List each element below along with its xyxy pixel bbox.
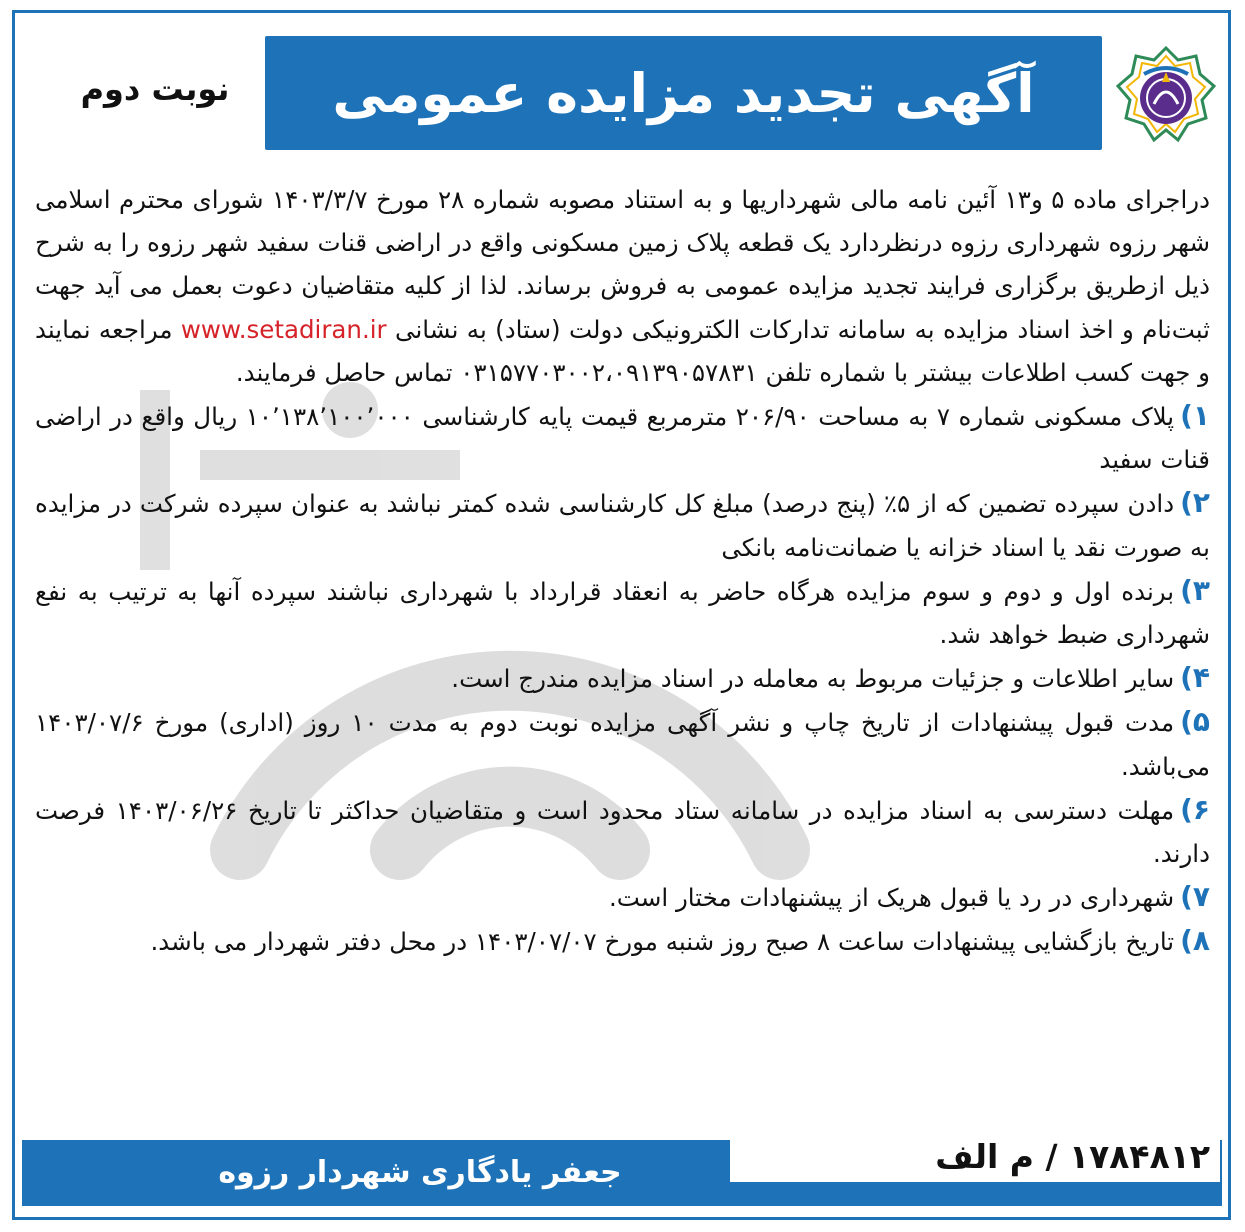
item-number: ۶) xyxy=(1180,792,1210,826)
list-item xyxy=(35,875,1210,919)
reference-number: ۱۷۸۴۸۱۲ / م الف xyxy=(935,1137,1210,1176)
list-item xyxy=(35,919,1210,963)
item-number: ۵) xyxy=(1180,705,1210,739)
intro-text-part2: مراجعه نمایند و جهت کسب اطلاعات بیشتر با شماره تلفن ۰۳۱۵۷۷۰۳۰۰۲،۰۹۱۳۹۰۵۷۸۳۱ تماس حاصل فرمایند. xyxy=(35,314,1210,387)
item-number: ۷) xyxy=(1180,880,1210,914)
item-text: برنده اول و دوم و سوم مزایده هرگاه حاضر به انعقاد قرارداد با شهرداری نباشند سپرده آنها به ترتیب به نفع شهرداری ضبط خواهد شد. xyxy=(35,576,1210,650)
website-link[interactable]: www.setadiran.ir xyxy=(180,314,387,344)
round-label: نوبت دوم xyxy=(80,70,230,108)
list-item xyxy=(35,656,1210,700)
item-text: دادن سپرده تضمین که از ۵٪ (پنج درصد) مبلغ کل کارشناسی شده کمتر نباشد به عنوان سپرده شرکت در مزایده به صورت نقد یا اسناد خزانه یا ضمانت‌نامه بانکی xyxy=(35,489,1210,562)
list-item xyxy=(35,788,1210,875)
header-banner xyxy=(265,36,1102,150)
item-number: ۲) xyxy=(1180,486,1210,520)
municipality-emblem-icon xyxy=(1110,40,1222,152)
item-number: ۱) xyxy=(1180,399,1211,433)
item-number: ۳) xyxy=(1180,573,1210,607)
item-text: مدت قبول پیشنهادات از تاریخ چاپ و نشر آگهی مزایده نوبت دوم به مدت ۱۰ روز (اداری) مورخ ۱۴۰۳/۰۷/۶ می‌باشد. xyxy=(35,708,1210,781)
item-text: شهرداری در رد یا قبول هریک از پیشنهادات مختار است. xyxy=(608,883,1175,913)
item-text: تاریخ بازگشایی پیشنهادات ساعت ۸ صبح روز شنبه مورخ ۱۴۰۳/۰۷/۰۷ در محل دفتر شهردار می باشد. xyxy=(150,927,1175,957)
list-item xyxy=(35,394,1210,481)
notice-body xyxy=(35,178,1210,964)
notice-title: آگهی تجدید مزایده عمومی xyxy=(332,61,1035,125)
item-number: ۴) xyxy=(1180,661,1210,695)
mayor-signature: جعفر یادگاری شهردار رزوه xyxy=(218,1155,622,1190)
item-text: سایر اطلاعات و جزئیات مربوط به معامله در اسناد مزایده مندرج است. xyxy=(451,664,1175,694)
list-item xyxy=(35,569,1210,656)
item-text: مهلت دسترسی به اسناد مزایده در سامانه ستاد محدود است و متقاضیان حداکثر تا تاریخ ۱۴۰۳/۰۶/۲۶ فرصت دارند. xyxy=(35,795,1210,869)
list-item xyxy=(35,481,1210,568)
intro-text-part1: دراجرای ماده ۵ و۱۳ آئین نامه مالی شهرداریها و به استناد مصوبه شماره ۲۸ مورخ ۱۴۰۳/۳/۷ شورای محترم اسلامی شهر رزوه شهرداری رزوه درنظردارد یک قطعه پلاک زمین مسکونی واقع در اراضی قنات سفید شهر رزوه را به شرح ذیل ازطریق برگزاری فرایند تجدید مزایده عمومی به فروش برساند. لذا از کلیه متقاضیان دعوت بعمل می آید جهت ثبت‌نام و اخذ اسناد مزایده به سامانه تدارکات الکترونیکی دولت (ستاد) به نشانی xyxy=(35,185,1210,344)
item-number: ۸) xyxy=(1180,924,1210,958)
intro-paragraph xyxy=(35,178,1210,394)
list-item xyxy=(35,700,1210,787)
item-text: پلاک مسکونی شماره ۷ به مساحت ۲۰۶/۹۰ مترمربع قیمت پایه کارشناسی ۱۰٬۱۳۸٬۱۰۰٬۰۰۰ ریال واقع در اراضی قنات سفید xyxy=(35,402,1210,475)
